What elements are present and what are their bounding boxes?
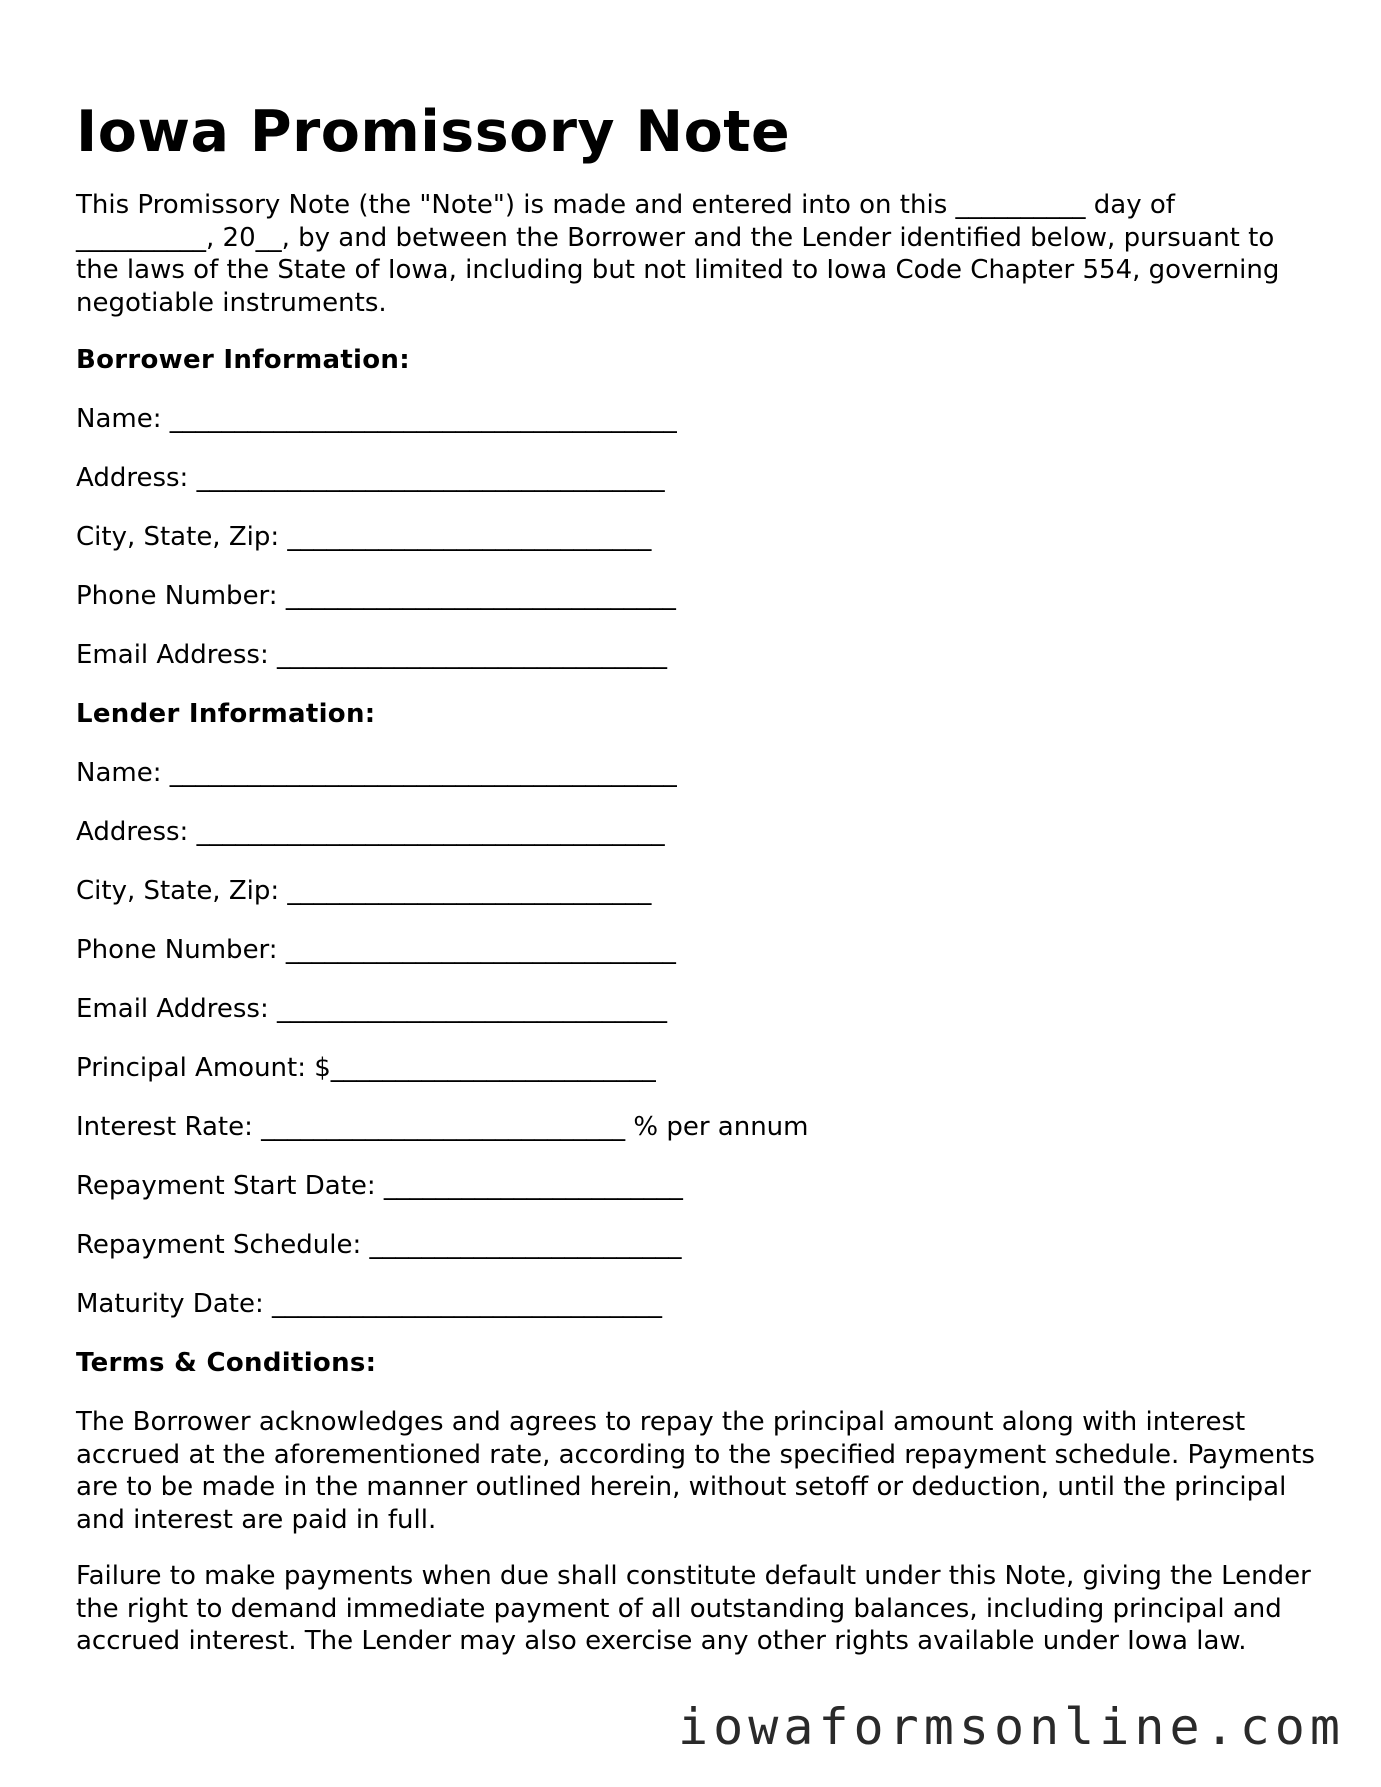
borrower-city-state-zip-field: City, State, Zip: ____________________________ [76,522,652,552]
interest-rate-field: Interest Rate: ____________________________ % per annum [76,1112,809,1142]
lender-phone-field: Phone Number: ______________________________ [76,935,676,965]
document-page [76,92,1316,1658]
maturity-date-field: Maturity Date: ______________________________ [76,1289,662,1319]
lender-city-state-zip-field: City, State, Zip: ____________________________ [76,876,652,906]
lender-address-field: Address: ____________________________________ [76,817,665,847]
lender-heading: Lender Information: [76,699,376,729]
lender-email-field: Email Address: ______________________________ [76,994,667,1024]
terms-paragraph-2: Failure to make payments when due shall constitute default under this Note, giving the Lender the right to demand immediate payment of all outstanding balances, including principal and accrued interest. The Lender may also exercise any other rights available under Iowa law. [76,1561,1311,1656]
borrower-heading: Borrower Information: [76,345,410,375]
borrower-email-field: Email Address: ______________________________ [76,640,667,670]
document-title: Iowa Promissory Note [76,99,791,165]
watermark-url: iowaformsonline.com [678,1698,1345,1756]
terms-paragraph-1: The Borrower acknowledges and agrees to repay the principal amount along with interest accrued at the aforementioned rate, according to the specified repayment schedule. Payments are to be made in the manner outlined herein, without setoff or deduction, until the principal and interest are paid in full. [76,1407,1315,1535]
borrower-address-field: Address: ____________________________________ [76,463,665,493]
intro-paragraph: This Promissory Note (the "Note") is made and entered into on this __________ day of __________, 20__, by and between the Borrower and the Lender identified below, pursuant to the laws of the State of Iowa, including but not limited to Iowa Code Chapter 554, governing negotiable instruments. [76,190,1280,318]
repayment-schedule-field: Repayment Schedule: ________________________ [76,1230,682,1260]
terms-heading: Terms & Conditions: [76,1348,377,1378]
principal-amount-field: Principal Amount: $_________________________ [76,1053,656,1083]
borrower-name-field: Name: _______________________________________ [76,404,677,434]
lender-name-field: Name: _______________________________________ [76,758,677,788]
borrower-phone-field: Phone Number: ______________________________ [76,581,676,611]
repayment-start-date-field: Repayment Start Date: _______________________ [76,1171,683,1201]
